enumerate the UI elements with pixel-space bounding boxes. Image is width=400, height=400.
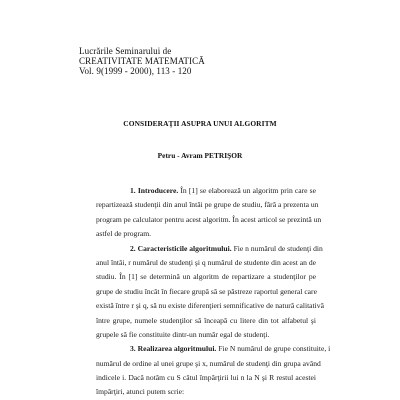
paper-title: CONSIDERAŢII ASUPRA UNUI ALGORITM bbox=[123, 119, 277, 128]
paragraph-line: există între r şi q, să nu existe diferenţieri semnificative de natură calitativă bbox=[96, 301, 324, 311]
paragraph-line: 1. Introducere. În [1] se elaborează un algoritm prin care se bbox=[130, 186, 316, 195]
paragraph-line: indicele i. Dacă notăm cu S câtul împărţirii lui n la N şi R restul acestei bbox=[96, 373, 316, 383]
paper-author: Petru - Avram PETRIŞOR bbox=[157, 151, 243, 160]
journal-series-line: Lucrările Seminarului de bbox=[79, 46, 172, 56]
section-introducere bbox=[96, 184, 322, 242]
paragraph-line: numărul de ordine al unei grupe şi x, numărul de studenţi din grupa având bbox=[96, 358, 321, 368]
paper-body bbox=[96, 184, 331, 400]
paragraph-line: 2. Caracteristicile algoritmului. Fie n numărul de studenţi din bbox=[130, 243, 323, 253]
paragraph-line: repartizează studenţii din anul întâi pe grupe de studiu, fără a prezenta un bbox=[96, 200, 319, 210]
section-heading: 3. Realizarea algoritmului. bbox=[130, 344, 217, 354]
paragraph-line: astfel de program. bbox=[96, 229, 152, 239]
paragraph-line: 3. Realizarea algoritmului. Fie N numărul de grupe constituite, i bbox=[130, 344, 331, 354]
paragraph-line: grupele să fie constituite dintr-un număr egal de studenţi. bbox=[96, 329, 270, 339]
paragraph-line: între grupe, numele studenţilor să înceapă cu litere din tot alfabetul şi bbox=[96, 315, 316, 325]
journal-header bbox=[79, 46, 205, 76]
paragraph-line: grupe de studiu încât în fiecare grupă să se păstreze raportul general care bbox=[96, 286, 317, 296]
section-realizarea bbox=[96, 342, 331, 400]
section-heading: 1. Introducere. bbox=[130, 186, 179, 195]
paragraph-line: anul întâi, r numărul de studenţi şi q numărul de studente din acest an de bbox=[96, 257, 316, 267]
journal-name-line: CREATIVITATE MATEMATICĂ bbox=[79, 56, 205, 66]
section-caracteristici bbox=[96, 242, 324, 343]
paragraph-line: împărţiri, atunci putem scrie: bbox=[96, 387, 185, 397]
section-heading: 2. Caracteristicile algoritmului. bbox=[130, 243, 232, 253]
paragraph-line: studiu. În [1] se determină un algoritm de repartizare a studenţilor pe bbox=[96, 272, 316, 282]
paragraph-line: program pe calculator pentru acest algoritm. În acest articol se prezintă un bbox=[96, 214, 322, 224]
journal-volume-line: Vol. 9(1999 - 2000), 113 - 120 bbox=[79, 66, 192, 76]
